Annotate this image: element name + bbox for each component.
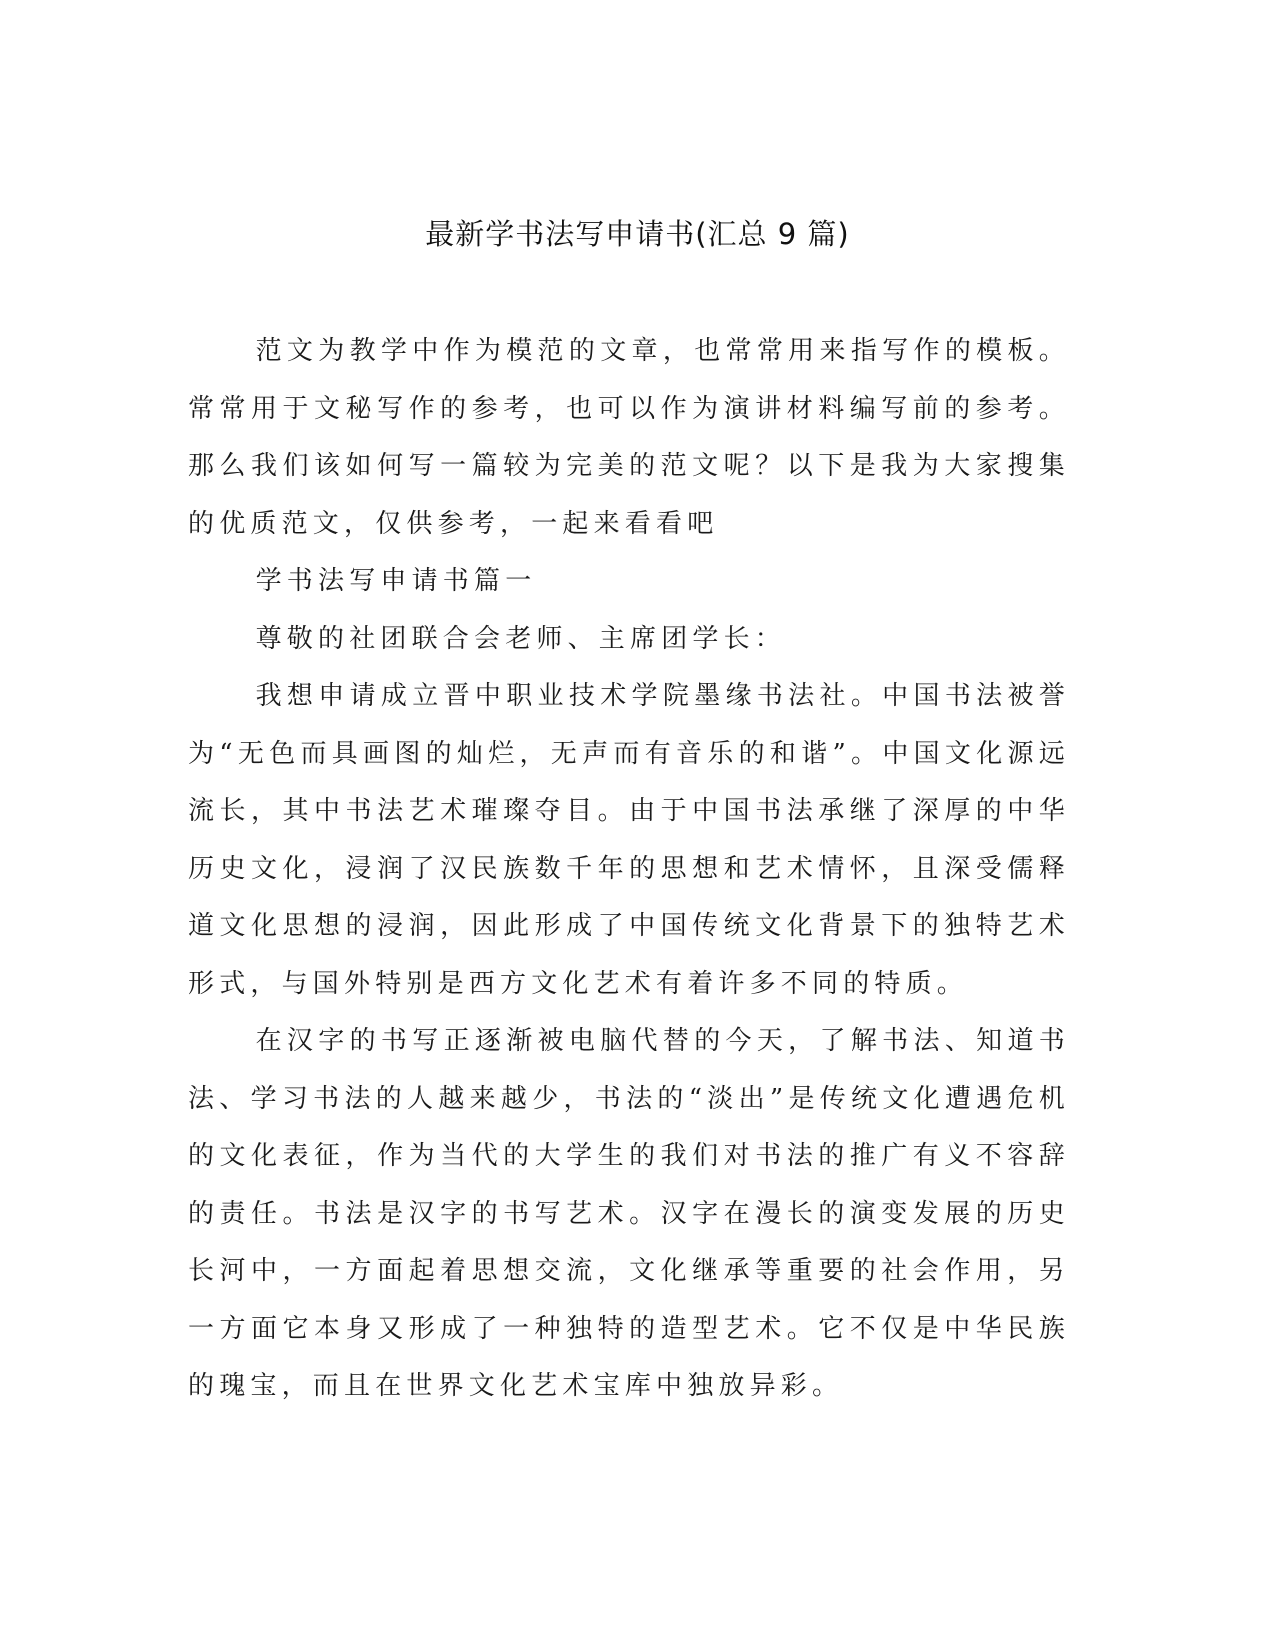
document-body	[188, 323, 1070, 1416]
body-paragraph: 在汉字的书写正逐渐被电脑代替的今天，了解书法、知道书法、学习书法的人越来越少，书法的“淡出”是传统文化遭遇危机的文化表征，作为当代的大学生的我们对书法的推广有义不容辞的责任。书法是汉字的书写艺术。汉字在漫长的演变发展的历史长河中，一方面起着思想交流，文化继承等重要的社会作用，另一方面它本身又形成了一种独特的造型艺术。它不仅是中华民族的瑰宝，而且在世界文化艺术宝库中独放异彩。	[188, 1026, 1070, 1401]
section-heading: 学书法写申请书篇一	[255, 566, 537, 596]
intro-paragraph: 范文为教学中作为模范的文章，也常常用来指写作的模板。常常用于文秘写作的参考，也可以作为演讲材料编写前的参考。那么我们该如何写一篇较为完美的范文呢？以下是我为大家搜集的优质范文，仅供参考，一起来看看吧	[188, 336, 1070, 539]
body-paragraph: 我想申请成立晋中职业技术学院墨缘书法社。中国书法被誉为“无色而具画图的灿烂，无声而有音乐的和谐”。中国文化源远流长，其中书法艺术璀璨夺目。由于中国书法承继了深厚的中华历史文化，浸润了汉民族数千年的思想和艺术情怀，且深受儒释道文化思想的浸润，因此形成了中国传统文化背景下的独特艺术形式，与国外特别是西方文化艺术有着许多不同的特质。	[188, 681, 1070, 999]
document-title: 最新学书法写申请书(汇总 9 篇)	[425, 217, 850, 251]
salutation: 尊敬的社团联合会老师、主席团学长：	[255, 623, 786, 654]
